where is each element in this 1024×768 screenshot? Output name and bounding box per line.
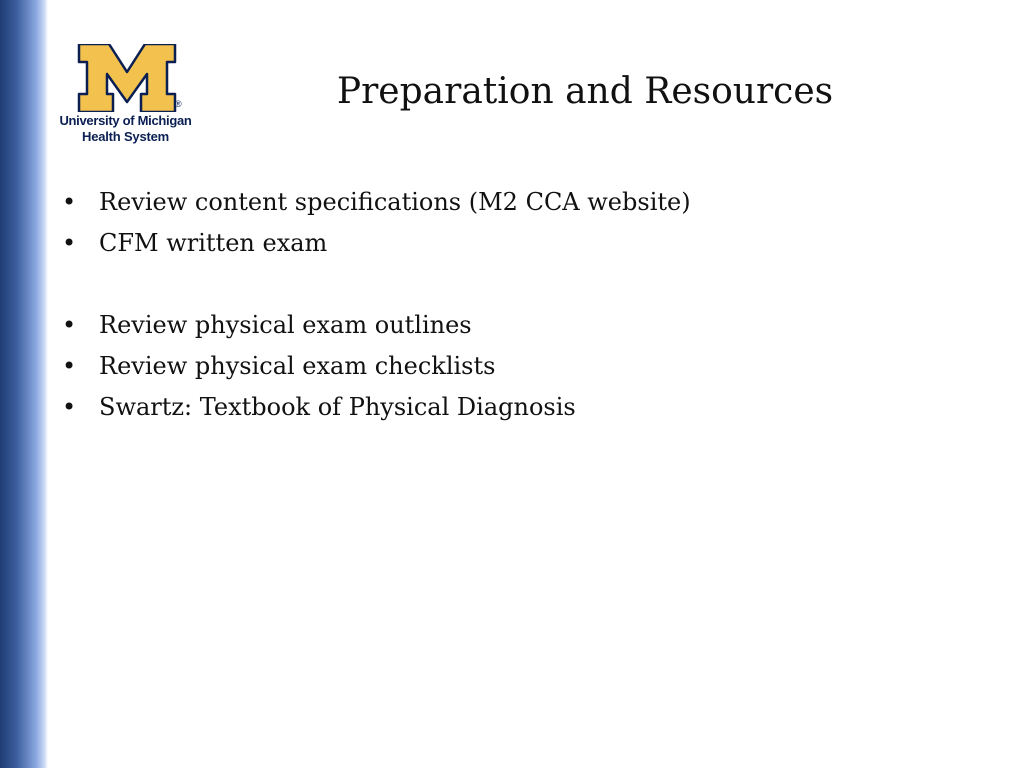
bullet-icon: • (62, 393, 77, 421)
bullet-item (62, 347, 962, 388)
bullet-item (62, 224, 962, 265)
logo-text-university: University of Michigan (59, 113, 192, 128)
bullet-list (62, 183, 962, 429)
block-m-icon (75, 44, 179, 112)
bullet-text: Review content specifications (M2 CCA website) (99, 188, 691, 216)
bullet-icon: • (62, 229, 77, 257)
bullet-icon: • (62, 311, 77, 339)
bullet-text: Review physical exam outlines (99, 311, 472, 339)
slide-title: Preparation and Resources (336, 71, 834, 112)
bullet-icon: • (62, 188, 77, 216)
bullet-item (62, 388, 962, 429)
bullet-icon: • (62, 352, 77, 380)
logo-text-health-system: Health System (82, 129, 169, 144)
sidebar-gradient (0, 0, 48, 768)
bullet-item (62, 306, 962, 347)
bullet-text: Review physical exam checklists (99, 352, 496, 380)
bullet-text: CFM written exam (99, 229, 328, 257)
bullet-item (62, 183, 962, 224)
registered-mark: ® (175, 99, 182, 109)
bullet-text: Swartz: Textbook of Physical Diagnosis (99, 393, 576, 421)
university-logo (53, 44, 198, 146)
